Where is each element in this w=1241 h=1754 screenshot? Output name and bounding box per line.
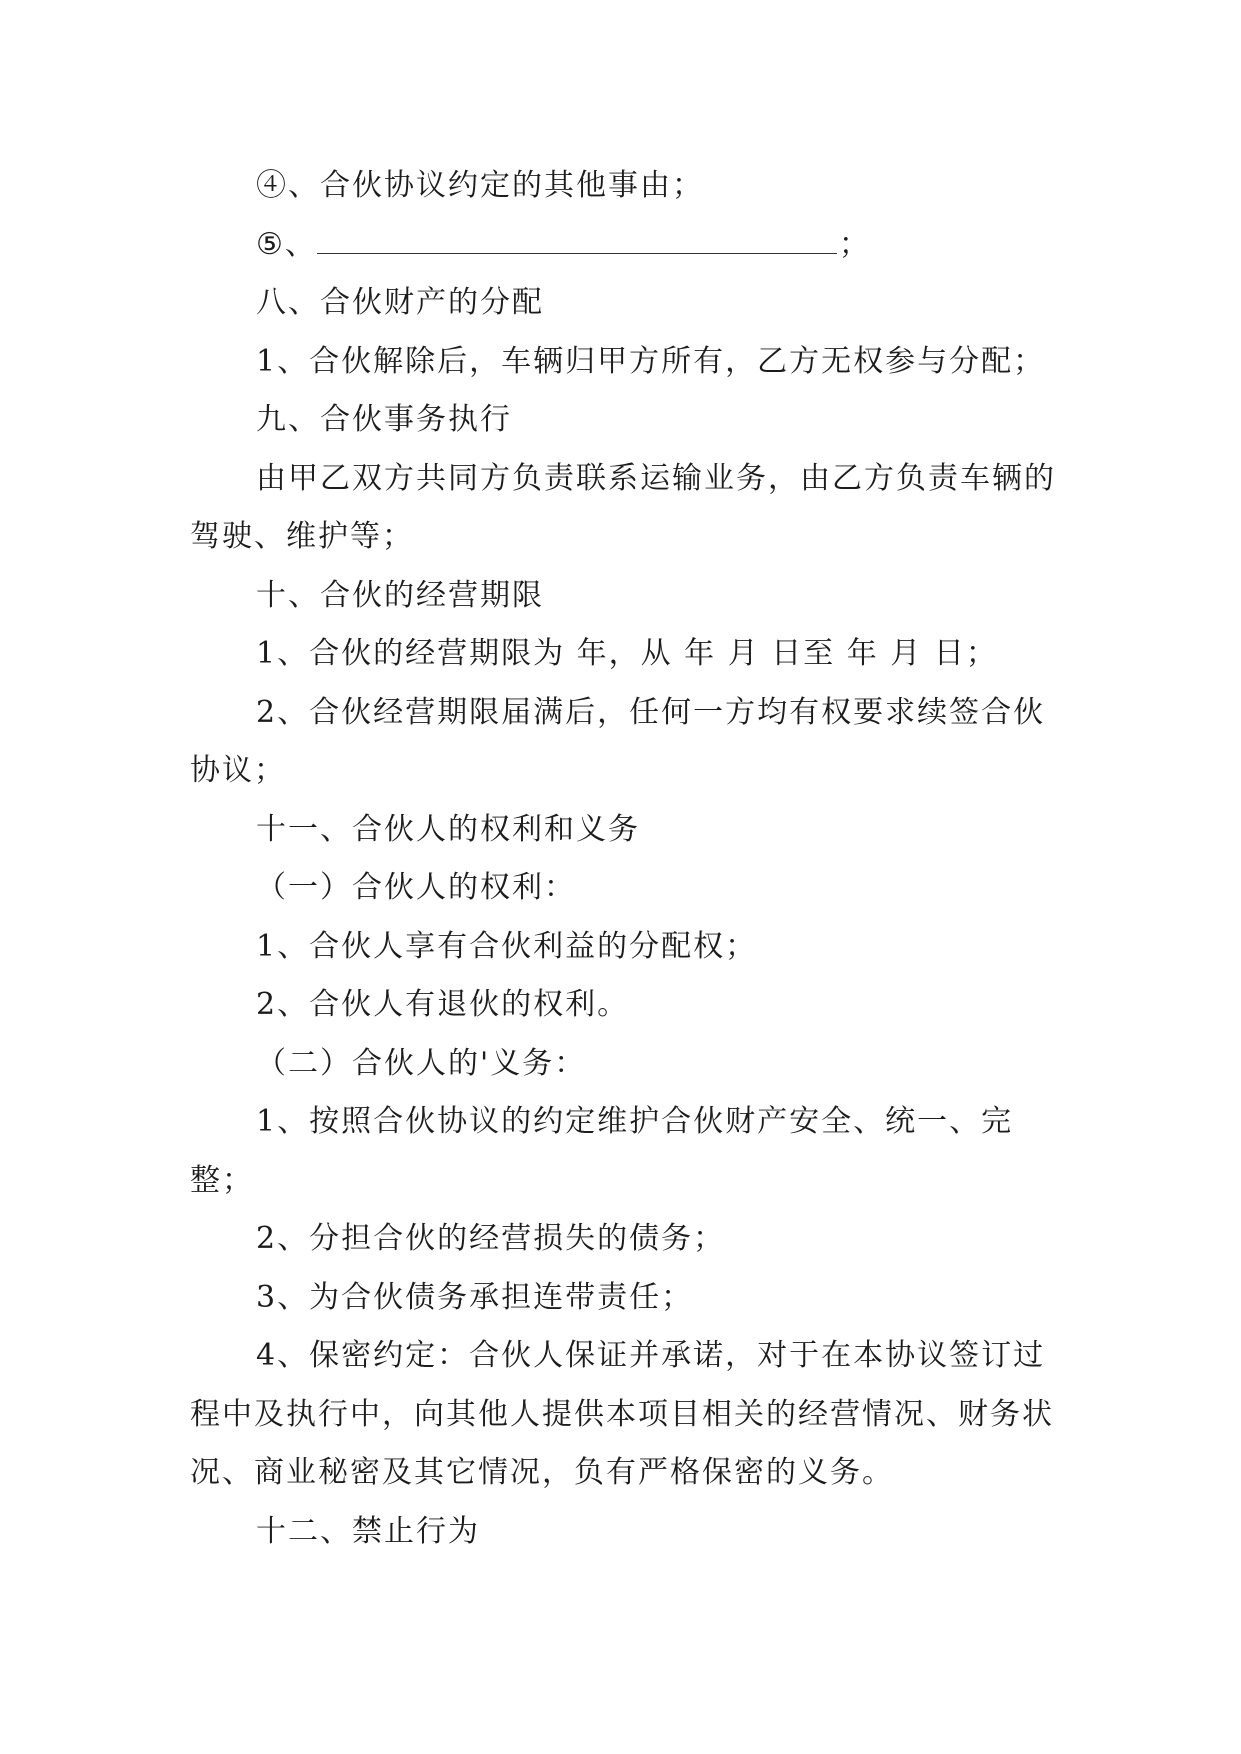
subheading-11-rights: （一）合伙人的权利： [256,870,576,905]
paragraph-rights-2: 2、合伙人有退伙的权利。 [256,987,630,1022]
paragraph-8-1: 1、合伙解除后，车辆归甲方所有，乙方无权参与分配； [256,343,1046,379]
document-body [190,157,1070,1561]
item-5-label: ⑤、 [256,226,317,262]
paragraph-10-1: 1、合伙的经营期限为 年，从 年 月 日至 年 月 日； [256,636,998,671]
section-heading-8: 八、合伙财产的分配 [256,285,544,320]
paragraph-obligations-1: 1、按照合伙协议的约定维护合伙财产安全、统一、完整； [190,1104,1014,1198]
paragraph-item-4: ④、合伙协议约定的其他事由； [256,168,704,203]
section-heading-10: 十、合伙的经营期限 [256,577,544,613]
paragraph-obligations-3: 3、为合伙债务承担连带责任； [256,1279,694,1315]
fill-in-blank-line [317,223,837,254]
paragraph-obligations-4: 4、保密约定：合伙人保证并承诺，对于在本协议签订过程中及执行中，向其他人提供本项目相关的经营情况、财务状况、商业秘密及其它情况，负有严格保密的义务。 [190,1338,1054,1490]
paragraph-10-2: 2、合伙经营期限届满后，任何一方均有权要求续签合伙协议； [190,694,1046,788]
section-heading-12: 十二、禁止行为 [256,1513,480,1549]
paragraph-item-5-blank [190,216,1070,275]
paragraph-9-body: 由甲乙双方共同方负责联系运输业务，由乙方负责车辆的驾驶、维护等； [190,460,1056,554]
subheading-11-obligations: （二）合伙人的'义务： [256,1045,587,1081]
item-5-end: ； [838,226,871,262]
section-heading-9: 九、合伙事务执行 [256,402,512,437]
paragraph-obligations-2: 2、分担合伙的经营损失的债务； [256,1221,726,1256]
paragraph-rights-1: 1、合伙人享有合伙利益的分配权； [256,928,758,964]
section-heading-11: 十一、合伙人的权利和义务 [256,811,640,847]
